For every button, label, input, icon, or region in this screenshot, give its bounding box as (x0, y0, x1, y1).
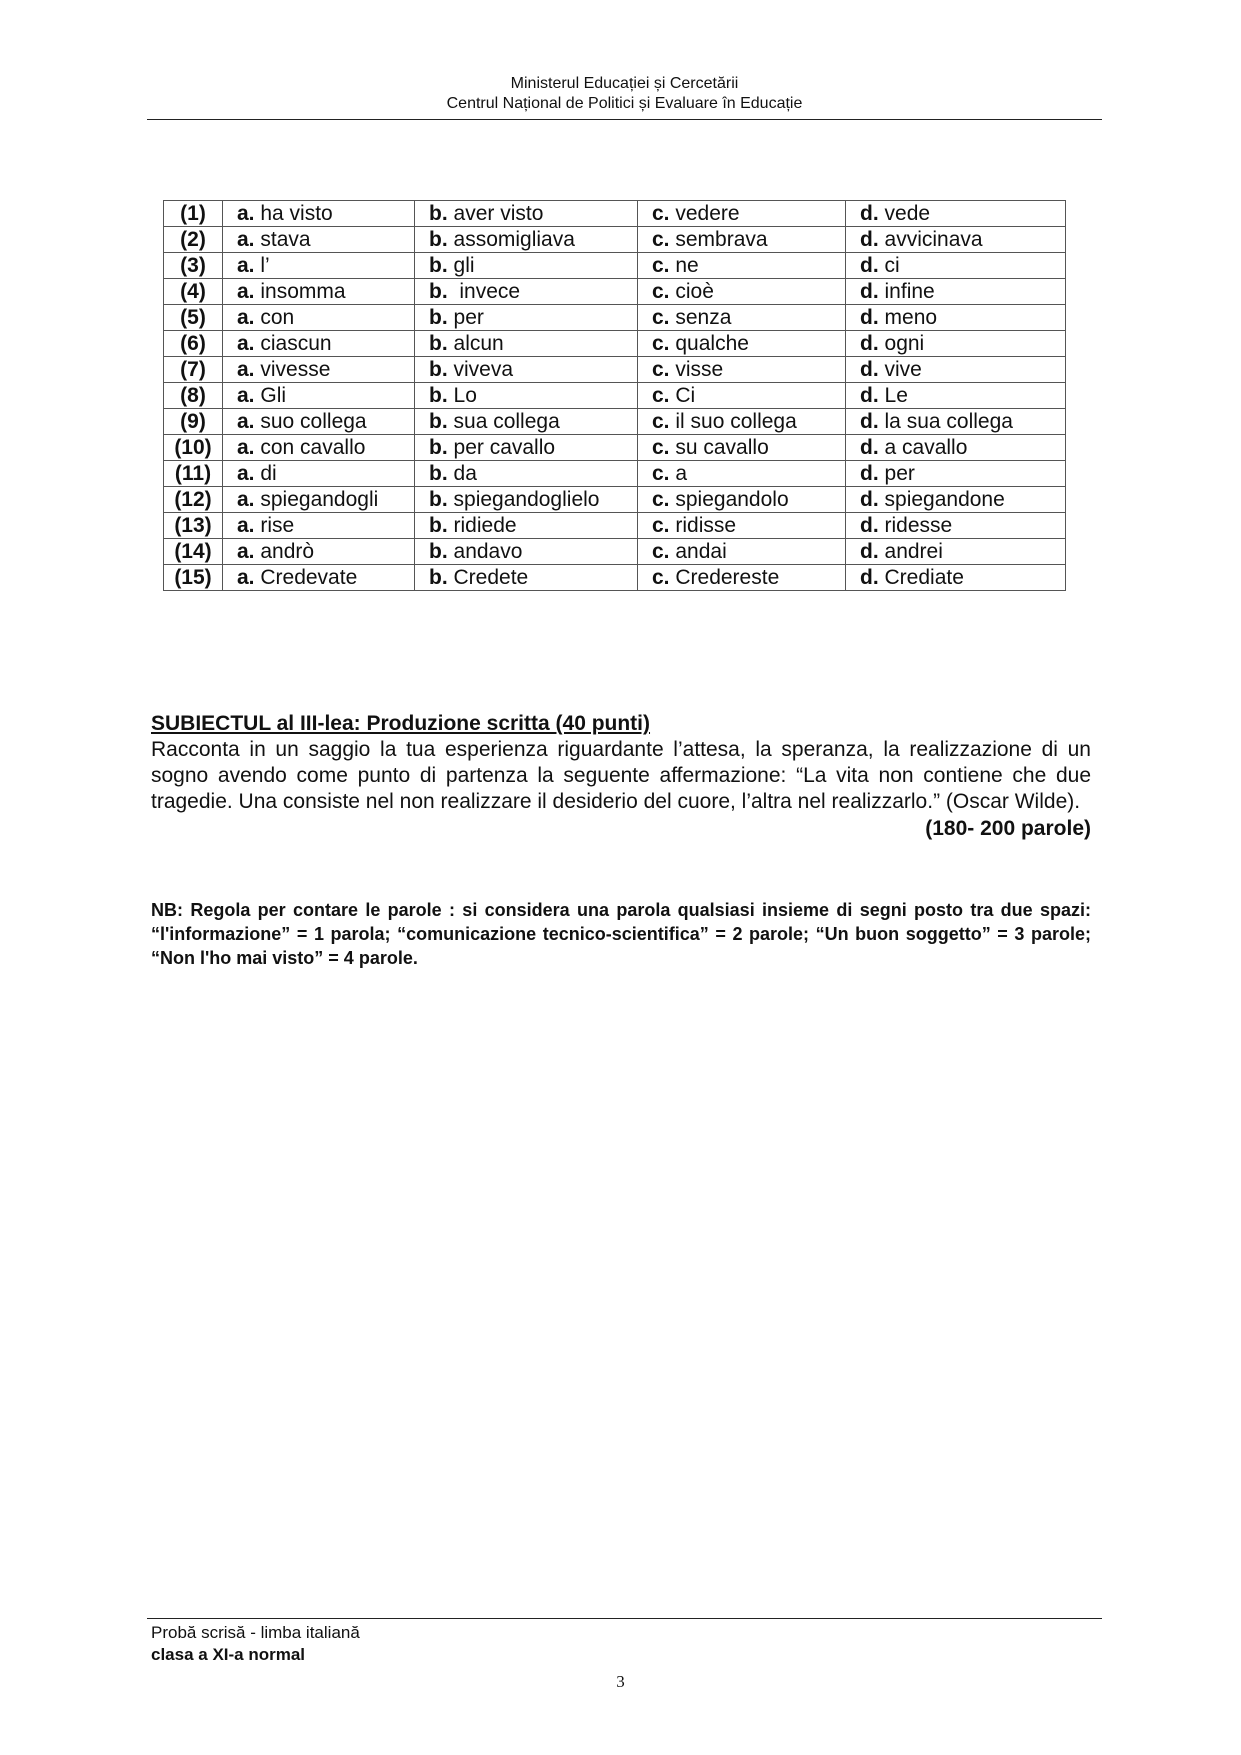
option-b (415, 279, 638, 305)
option-text: assomigliava (453, 228, 575, 251)
option-row (164, 539, 1066, 565)
section-title: SUBIECTUL al III-lea: Produzione scritta (40 punti) (151, 712, 651, 735)
option-letter: b. (429, 488, 448, 511)
option-text: avvicinava (884, 228, 983, 251)
option-letter: b. (429, 410, 448, 433)
option-a (223, 253, 415, 279)
option-row (164, 357, 1066, 383)
option-text: ogni (884, 332, 925, 355)
option-letter: c. (652, 436, 670, 459)
option-text: spiegandolo (675, 488, 789, 511)
option-row (164, 383, 1066, 409)
exam-name: Probă scrisă - limba italiană (151, 1623, 360, 1642)
option-letter: a. (237, 410, 255, 433)
option-letter: a. (237, 514, 255, 537)
option-letter: b. (429, 540, 448, 563)
option-text: sembrava (675, 228, 768, 251)
item-number: (4) (164, 279, 223, 305)
option-text: vede (884, 202, 931, 225)
option-letter: d. (860, 514, 879, 537)
option-text: ne (675, 254, 699, 277)
class-level: clasa a XI-a normal (151, 1645, 306, 1664)
option-row (164, 279, 1066, 305)
option-text: sua collega (453, 410, 560, 433)
option-d (846, 461, 1066, 487)
option-text: andrò (260, 540, 315, 563)
option-letter: b. (429, 566, 448, 589)
option-letter: c. (652, 228, 670, 251)
item-number: (15) (164, 565, 223, 591)
option-letter: c. (652, 280, 670, 303)
option-letter: a. (237, 332, 255, 355)
option-text: alcun (453, 332, 504, 355)
option-text: ridiede (453, 514, 517, 537)
option-text: rise (260, 514, 295, 537)
option-row (164, 565, 1066, 591)
option-text: ha visto (260, 202, 333, 225)
option-text: il suo collega (675, 410, 797, 433)
item-number: (1) (164, 201, 223, 227)
option-b (415, 331, 638, 357)
option-text: Gli (260, 384, 287, 407)
option-text: a cavallo (884, 436, 968, 459)
option-a (223, 357, 415, 383)
option-c (638, 565, 846, 591)
option-b (415, 357, 638, 383)
option-letter: c. (652, 254, 670, 277)
option-d (846, 539, 1066, 565)
option-row (164, 487, 1066, 513)
option-letter: d. (860, 306, 879, 329)
option-d (846, 435, 1066, 461)
item-number: (5) (164, 305, 223, 331)
option-d (846, 227, 1066, 253)
option-a (223, 487, 415, 513)
word-counting-note: NB: Regola per contare le parole : si considera una parola qualsiasi insieme di segni posto tra due spazi: “l'informazione” = 1 parola; “comunicazione tecnico-scientifica” = 2 parole; “Un buon soggetto” = 3 parole; “Non l'ho mai visto” = 4 parole. (151, 900, 1091, 968)
option-letter: d. (860, 566, 879, 589)
option-d (846, 253, 1066, 279)
option-letter: b. (429, 254, 448, 277)
option-letter: d. (860, 280, 879, 303)
option-d (846, 487, 1066, 513)
option-text: ridisse (675, 514, 737, 537)
item-number: (2) (164, 227, 223, 253)
option-text: a (675, 462, 688, 485)
option-a (223, 539, 415, 565)
option-letter: a. (237, 566, 255, 589)
option-letter: b. (429, 202, 448, 225)
option-letter: b. (429, 332, 448, 355)
option-a (223, 279, 415, 305)
option-letter: d. (860, 358, 879, 381)
option-row (164, 461, 1066, 487)
option-c (638, 539, 846, 565)
item-number: (10) (164, 435, 223, 461)
option-text: qualche (675, 332, 749, 355)
option-letter: b. (429, 358, 448, 381)
option-letter: d. (860, 436, 879, 459)
option-text: spiegandoglielo (453, 488, 600, 511)
option-b (415, 383, 638, 409)
option-text: con (260, 306, 295, 329)
option-letter: d. (860, 410, 879, 433)
option-text: ciascun (260, 332, 332, 355)
item-number: (9) (164, 409, 223, 435)
item-number: (13) (164, 513, 223, 539)
option-row (164, 435, 1066, 461)
option-c (638, 279, 846, 305)
item-number: (6) (164, 331, 223, 357)
option-letter: c. (652, 202, 670, 225)
option-letter: b. (429, 384, 448, 407)
option-c (638, 253, 846, 279)
option-text: infine (884, 280, 935, 303)
option-text: invece (453, 280, 521, 303)
writing-section (151, 711, 1091, 842)
ministry-name: Ministerul Educației și Cercetării (510, 75, 739, 92)
option-text: andai (675, 540, 727, 563)
option-letter: c. (652, 488, 670, 511)
item-number: (3) (164, 253, 223, 279)
option-letter: d. (860, 384, 879, 407)
option-text: da (453, 462, 477, 485)
option-letter: a. (237, 540, 255, 563)
option-letter: b. (429, 514, 448, 537)
header-divider (147, 119, 1102, 120)
option-text: spiegandogli (260, 488, 379, 511)
option-b (415, 513, 638, 539)
option-b (415, 253, 638, 279)
option-a (223, 461, 415, 487)
option-c (638, 409, 846, 435)
option-a (223, 435, 415, 461)
option-c (638, 435, 846, 461)
option-letter: c. (652, 566, 670, 589)
option-letter: b. (429, 280, 448, 303)
option-letter: c. (652, 306, 670, 329)
option-text: spiegandone (884, 488, 1005, 511)
option-row (164, 331, 1066, 357)
option-row (164, 305, 1066, 331)
option-text: vive (884, 358, 922, 381)
option-text: Credevate (260, 566, 358, 589)
item-number: (12) (164, 487, 223, 513)
option-b (415, 487, 638, 513)
options-table-body (164, 201, 1066, 591)
page-footer (151, 1622, 360, 1666)
page-number: 3 (616, 1672, 625, 1691)
option-text: suo collega (260, 410, 367, 433)
option-letter: a. (237, 462, 255, 485)
option-a (223, 305, 415, 331)
option-letter: d. (860, 462, 879, 485)
option-letter: a. (237, 254, 255, 277)
option-b (415, 461, 638, 487)
option-text: visse (675, 358, 724, 381)
option-letter: a. (237, 280, 255, 303)
option-b (415, 409, 638, 435)
option-text: vedere (675, 202, 740, 225)
option-letter: c. (652, 462, 670, 485)
footer-divider (147, 1618, 1102, 1619)
item-number: (8) (164, 383, 223, 409)
option-letter: a. (237, 436, 255, 459)
option-d (846, 305, 1066, 331)
option-letter: c. (652, 332, 670, 355)
option-row (164, 227, 1066, 253)
option-letter: b. (429, 306, 448, 329)
option-a (223, 201, 415, 227)
option-text: per (453, 306, 484, 329)
option-letter: d. (860, 254, 879, 277)
option-letter: c. (652, 540, 670, 563)
option-text: Credete (453, 566, 529, 589)
option-b (415, 539, 638, 565)
option-d (846, 565, 1066, 591)
option-letter: d. (860, 332, 879, 355)
option-row (164, 513, 1066, 539)
option-c (638, 383, 846, 409)
option-letter: d. (860, 540, 879, 563)
option-a (223, 383, 415, 409)
option-letter: d. (860, 488, 879, 511)
option-d (846, 201, 1066, 227)
option-d (846, 513, 1066, 539)
option-a (223, 513, 415, 539)
option-text: vivesse (260, 358, 331, 381)
option-text: andrei (884, 540, 943, 563)
option-c (638, 305, 846, 331)
center-name: Centrul Național de Politici și Evaluare în Educație (446, 95, 803, 112)
option-text: la sua collega (884, 410, 1013, 433)
option-text: Ci (675, 384, 696, 407)
option-letter: a. (237, 306, 255, 329)
option-row (164, 409, 1066, 435)
option-text: di (260, 462, 277, 485)
essay-prompt: Racconta in un saggio la tua esperienza riguardante l’attesa, la speranza, la realizzazione di un sogno avendo come punto di partenza la seguente affermazione: “La vita non contiene che due tragedie. Una consiste nel non realizzare il desiderio del cuore, l’altra nel realizzarlo.” (Oscar Wilde). (151, 738, 1091, 813)
option-c (638, 357, 846, 383)
option-text: ridesse (884, 514, 953, 537)
option-text: con cavallo (260, 436, 366, 459)
option-text: ci (884, 254, 900, 277)
option-text: gli (453, 254, 475, 277)
option-a (223, 409, 415, 435)
option-c (638, 461, 846, 487)
option-d (846, 279, 1066, 305)
option-text: meno (884, 306, 938, 329)
option-letter: a. (237, 228, 255, 251)
option-text: Le (884, 384, 908, 407)
option-text: andavo (453, 540, 523, 563)
option-row (164, 253, 1066, 279)
option-a (223, 227, 415, 253)
option-a (223, 331, 415, 357)
option-letter: b. (429, 436, 448, 459)
option-c (638, 201, 846, 227)
option-letter: b. (429, 228, 448, 251)
item-number: (11) (164, 461, 223, 487)
options-table (163, 200, 1066, 591)
option-b (415, 435, 638, 461)
option-letter: a. (237, 202, 255, 225)
option-a (223, 565, 415, 591)
option-text: stava (260, 228, 311, 251)
option-text: aver visto (453, 202, 544, 225)
option-letter: a. (237, 358, 255, 381)
option-text: su cavallo (675, 436, 769, 459)
option-letter: d. (860, 228, 879, 251)
option-text: l’ (260, 254, 270, 277)
option-letter: d. (860, 202, 879, 225)
option-c (638, 487, 846, 513)
option-text: cioè (675, 280, 714, 303)
option-letter: a. (237, 488, 255, 511)
word-count-requirement: (180- 200 parole) (925, 817, 1091, 840)
item-number: (14) (164, 539, 223, 565)
option-c (638, 513, 846, 539)
option-c (638, 331, 846, 357)
option-text: per (884, 462, 915, 485)
option-d (846, 331, 1066, 357)
option-text: Lo (453, 384, 477, 407)
option-text: per cavallo (453, 436, 556, 459)
option-text: viveva (453, 358, 514, 381)
page-header (147, 74, 1102, 114)
option-text: Credereste (675, 566, 780, 589)
option-text: Crediate (884, 566, 964, 589)
item-number: (7) (164, 357, 223, 383)
option-text: senza (675, 306, 732, 329)
option-row (164, 201, 1066, 227)
option-letter: a. (237, 384, 255, 407)
option-letter: c. (652, 410, 670, 433)
option-letter: c. (652, 384, 670, 407)
option-d (846, 383, 1066, 409)
option-c (638, 227, 846, 253)
option-letter: b. (429, 462, 448, 485)
option-d (846, 357, 1066, 383)
option-letter: c. (652, 514, 670, 537)
option-b (415, 565, 638, 591)
option-b (415, 201, 638, 227)
option-d (846, 409, 1066, 435)
option-b (415, 227, 638, 253)
option-text: insomma (260, 280, 346, 303)
option-b (415, 305, 638, 331)
option-letter: c. (652, 358, 670, 381)
